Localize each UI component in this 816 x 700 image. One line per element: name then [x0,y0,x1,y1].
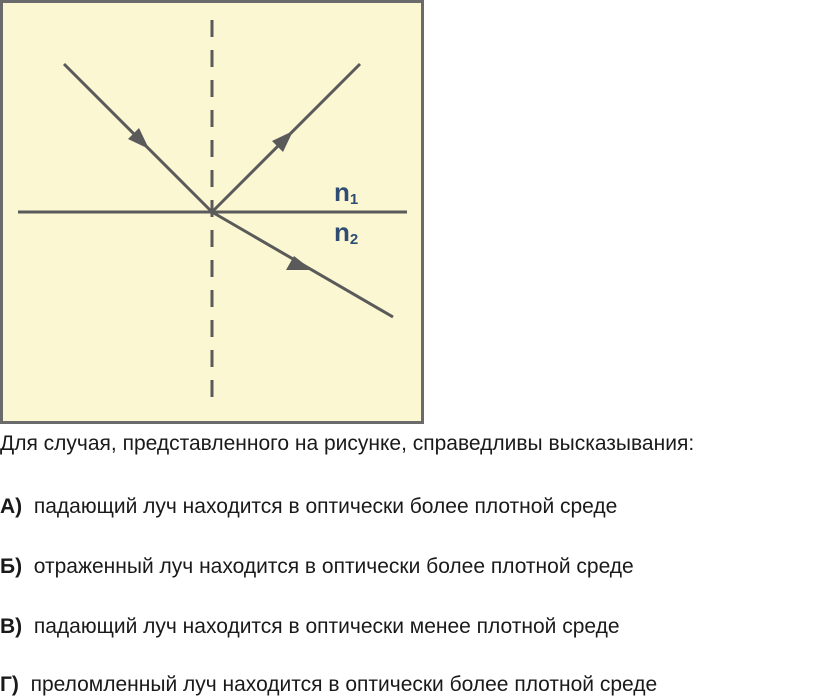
option-text: падающий луч находится в оптически более плотной среде [33,495,618,518]
option-letter: В) [0,615,23,638]
n2-label: n2 [334,217,359,248]
option-b [0,553,816,581]
optics-diagram-svg [0,0,424,424]
optics-diagram [0,0,424,424]
option-c [0,613,816,641]
question-block [0,430,816,699]
option-a [0,493,816,521]
option-text: падающий луч находится в оптически менее плотной среде [33,615,620,638]
question-text: Для случая, представленного на рисунке, справедливы высказывания: [0,432,695,455]
n1-label: n1 [334,177,359,208]
option-d [0,671,816,699]
option-letter: Б) [0,555,23,578]
option-letter: Г) [0,673,19,696]
option-letter: А) [0,495,23,518]
option-text: отраженный луч находится в оптически более плотной среде [33,555,634,578]
option-text: преломленный луч находится в оптически более плотной среде [30,673,658,696]
